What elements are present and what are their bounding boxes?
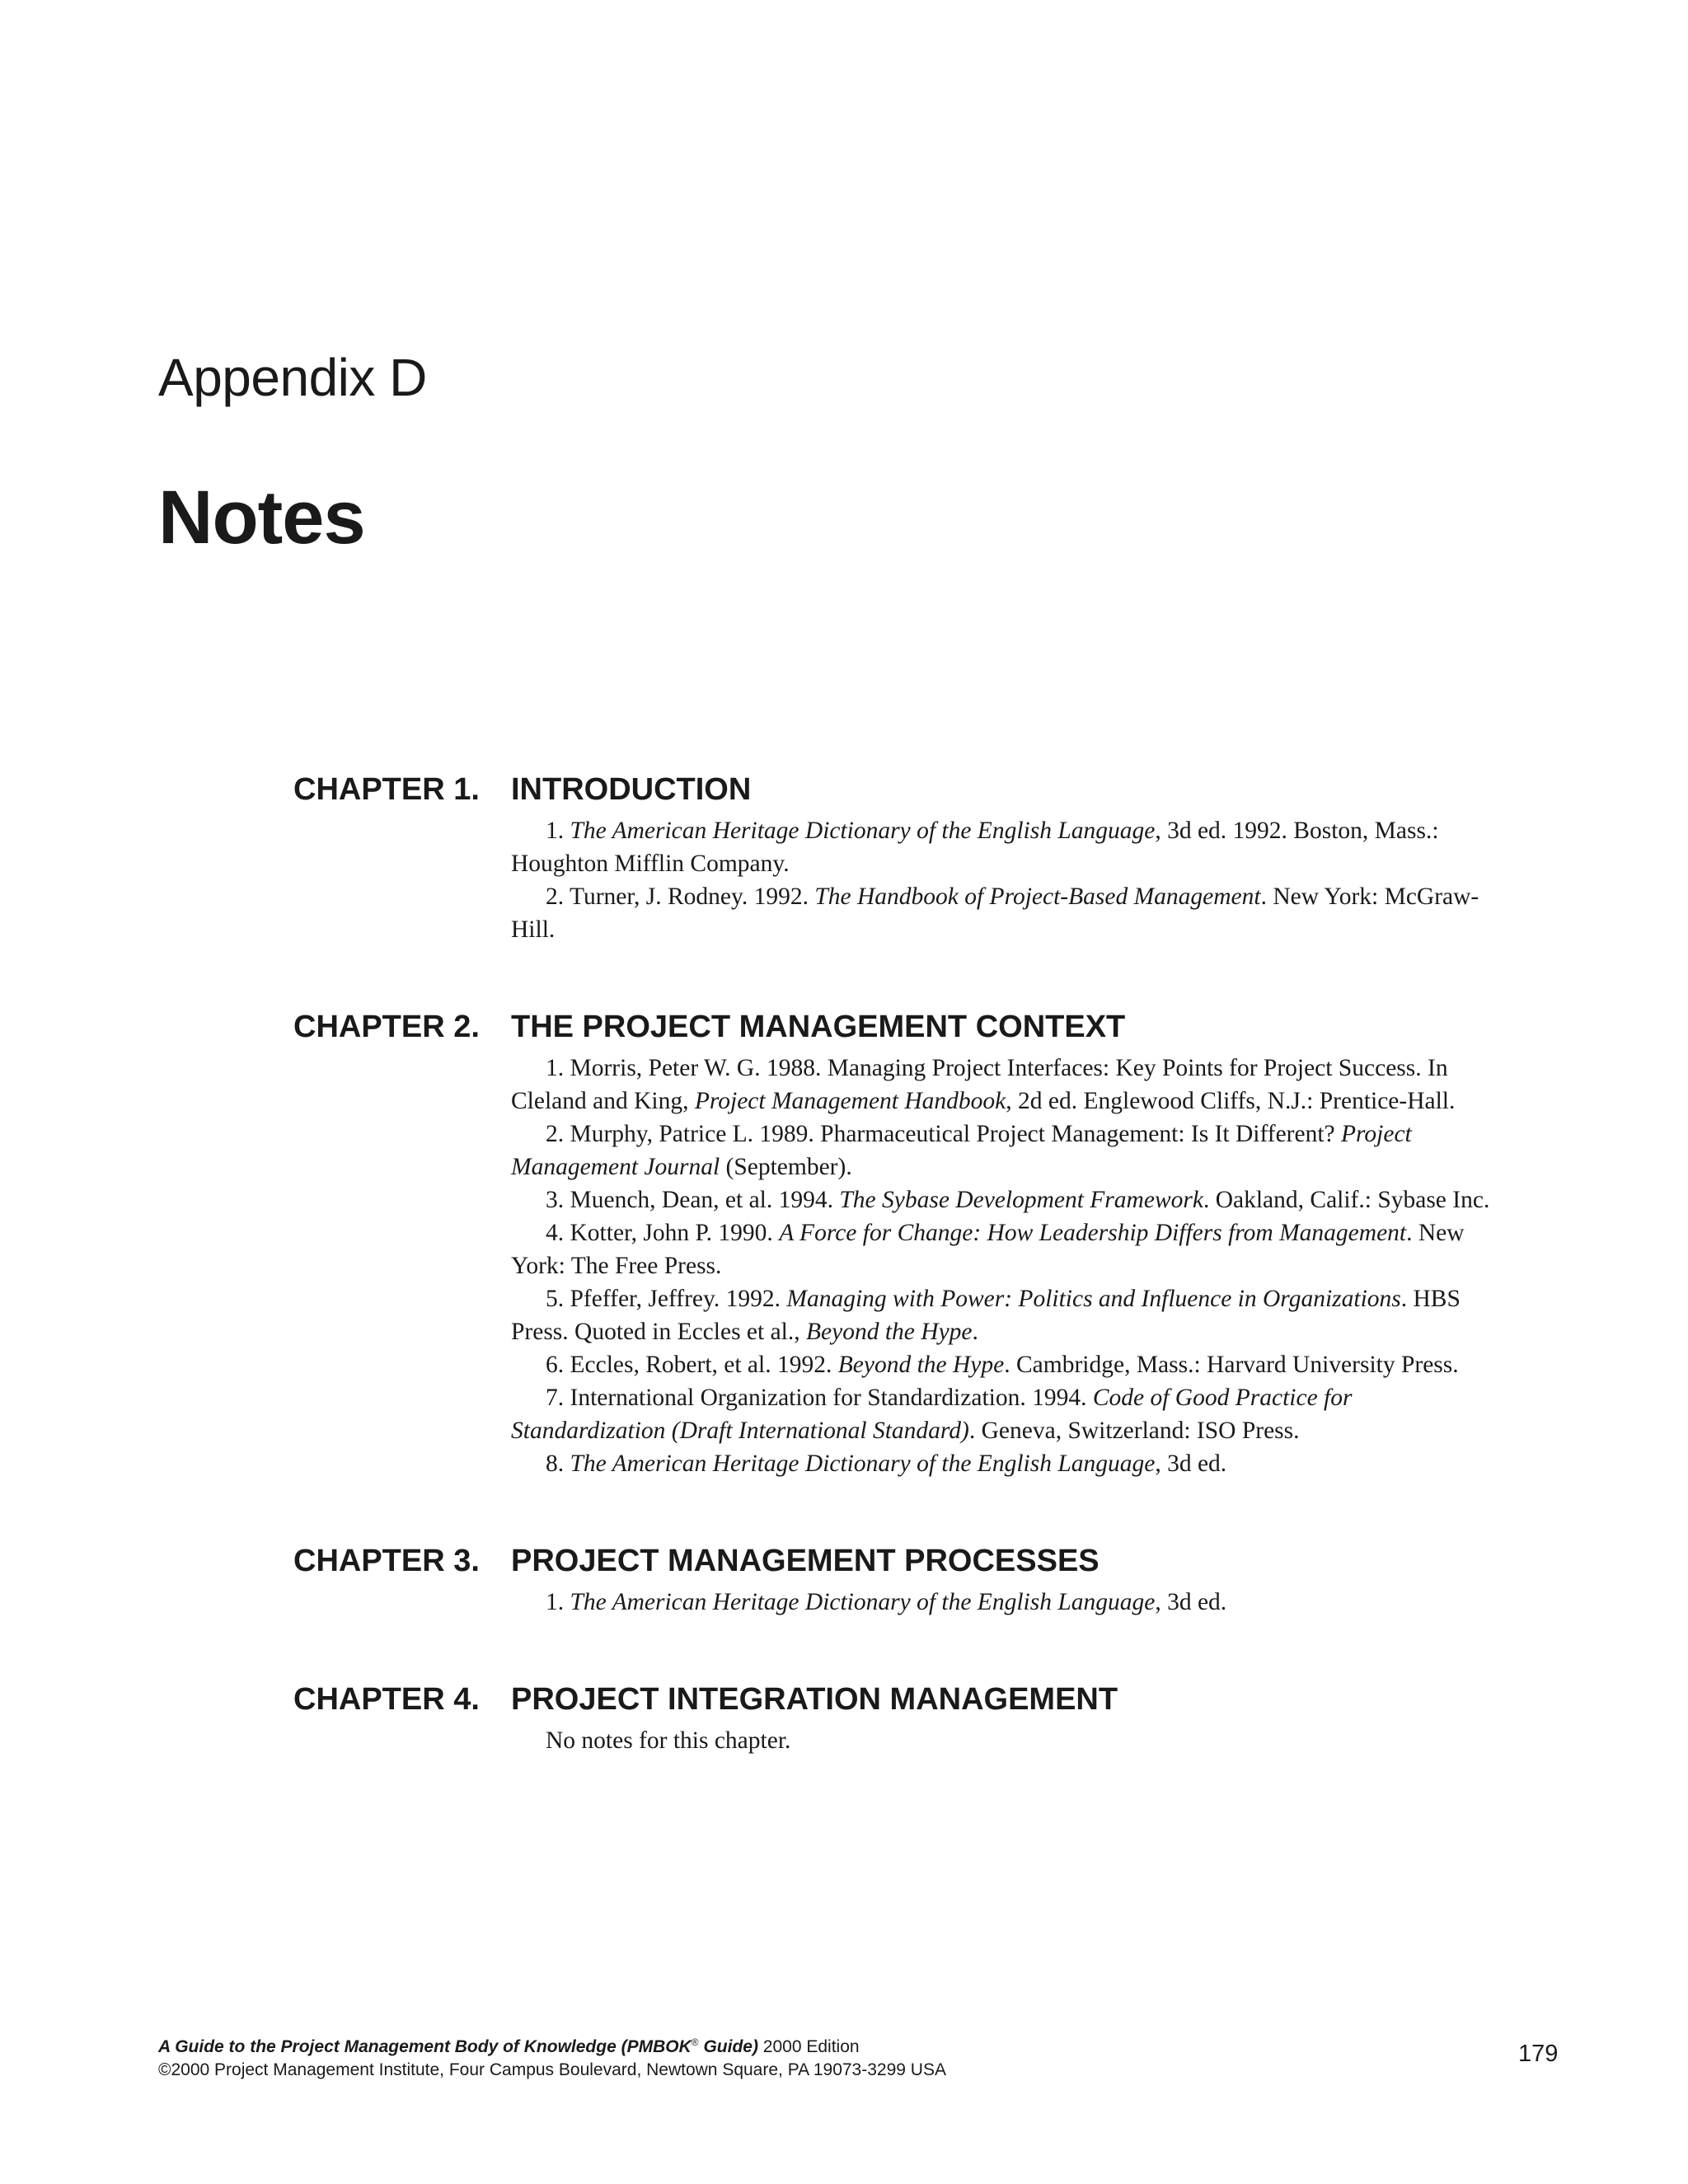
note-italic-title: The American Heritage Dictionary of the English Language bbox=[570, 1451, 1156, 1477]
chapter-3-section bbox=[293, 1538, 1489, 1619]
note-text: . Oakland, Calif.: Sybase Inc. bbox=[1203, 1187, 1490, 1213]
note-text: 3. Muench, Dean, et al. 1994. bbox=[546, 1187, 840, 1213]
note-item bbox=[511, 1381, 1492, 1447]
note-item bbox=[511, 1586, 1492, 1619]
note-italic-title: Project Management Journal bbox=[511, 1121, 1412, 1180]
page-title: Notes bbox=[158, 476, 365, 560]
note-item bbox=[511, 1724, 1492, 1757]
chapter-heading bbox=[293, 1004, 1489, 1050]
note-text: , 2d ed. Englewood Cliffs, N.J.: Prentice-Hall. bbox=[1006, 1088, 1456, 1114]
note-text: 5. Pfeffer, Jeffrey. 1992. bbox=[546, 1286, 787, 1312]
notes-list bbox=[511, 1052, 1492, 1480]
note-text: . HBS Press. Quoted in Eccles et al., bbox=[511, 1286, 1461, 1345]
note-item bbox=[511, 814, 1492, 880]
note-italic-title: Project Management Handbook bbox=[694, 1088, 1006, 1114]
chapter-heading bbox=[293, 766, 1489, 813]
note-text: 1. bbox=[546, 1589, 570, 1615]
note-italic-title: Beyond the Hype bbox=[806, 1319, 973, 1345]
note-text: , 3d ed. bbox=[1155, 1589, 1227, 1615]
note-italic-title: Code of Good Practice for Standardization (Draft International Standard) bbox=[511, 1385, 1353, 1444]
note-item bbox=[511, 1447, 1492, 1480]
note-text: . New York: The Free Press. bbox=[511, 1220, 1465, 1279]
note-text: 2. Turner, J. Rodney. 1992. bbox=[546, 883, 815, 910]
note-text: No notes for this chapter. bbox=[546, 1727, 791, 1754]
note-text: 4. Kotter, John P. 1990. bbox=[546, 1220, 780, 1246]
note-text: 1. Morris, Peter W. G. 1988. Managing Project Interfaces: Key Points for Project Success. In Cleland and King, bbox=[511, 1055, 1448, 1114]
footer-book-title: A Guide to the Project Management Body of Knowledge (PMBOK bbox=[158, 2037, 692, 2056]
notes-list bbox=[511, 814, 1492, 946]
chapter-number: CHAPTER 2. bbox=[293, 1010, 480, 1044]
notes-list bbox=[511, 1724, 1492, 1757]
chapter-2-section bbox=[293, 1004, 1489, 1480]
note-item bbox=[511, 1282, 1492, 1348]
appendix-label: Appendix D bbox=[158, 348, 427, 407]
note-item bbox=[511, 1052, 1492, 1118]
note-item bbox=[511, 1216, 1492, 1282]
note-text: 2. Murphy, Patrice L. 1989. Pharmaceutical Project Management: Is It Different? bbox=[546, 1121, 1342, 1147]
note-text: . Cambridge, Mass.: Harvard University Press. bbox=[1004, 1352, 1459, 1378]
note-item bbox=[511, 1118, 1492, 1183]
footer-edition: 2000 Edition bbox=[757, 2037, 860, 2056]
note-text: , 3d ed. bbox=[1155, 1451, 1227, 1477]
chapter-title: PROJECT MANAGEMENT PROCESSES bbox=[511, 1544, 1100, 1578]
note-italic-title: A Force for Change: How Leadership Differs from Management bbox=[779, 1220, 1407, 1246]
note-text: 1. bbox=[546, 818, 570, 844]
note-text: . bbox=[972, 1319, 978, 1345]
note-text: . Geneva, Switzerland: ISO Press. bbox=[968, 1418, 1300, 1444]
page-footer bbox=[158, 2036, 946, 2082]
note-text: . New York: McGraw-Hill. bbox=[511, 883, 1479, 943]
chapter-title: PROJECT INTEGRATION MANAGEMENT bbox=[511, 1682, 1118, 1717]
note-italic-title: The American Heritage Dictionary of the English Language bbox=[570, 1589, 1156, 1615]
note-italic-title: The Handbook of Project-Based Management bbox=[814, 883, 1261, 910]
chapter-number: CHAPTER 3. bbox=[293, 1544, 480, 1578]
note-italic-title: The American Heritage Dictionary of the English Language bbox=[570, 818, 1156, 844]
note-text: 6. Eccles, Robert, et al. 1992. bbox=[546, 1352, 838, 1378]
note-italic-title: Beyond the Hype bbox=[837, 1352, 1005, 1378]
chapter-notes-list bbox=[293, 766, 1489, 1815]
note-text: 8. bbox=[546, 1451, 570, 1477]
note-italic-title: The Sybase Development Framework bbox=[839, 1187, 1203, 1213]
chapter-4-section bbox=[293, 1676, 1489, 1757]
footer-book-title-end: Guide) bbox=[698, 2037, 758, 2056]
footer-book-line bbox=[158, 2036, 946, 2059]
note-item bbox=[511, 1183, 1492, 1216]
chapter-title: THE PROJECT MANAGEMENT CONTEXT bbox=[511, 1010, 1126, 1044]
registered-mark: ® bbox=[691, 2036, 699, 2048]
chapter-1-section bbox=[293, 766, 1489, 946]
note-item bbox=[511, 1348, 1492, 1381]
chapter-heading bbox=[293, 1538, 1489, 1584]
note-text: (September). bbox=[720, 1154, 852, 1180]
note-text: 7. International Organization for Standardization. 1994. bbox=[546, 1385, 1093, 1411]
note-italic-title: Managing with Power: Politics and Influence in Organizations bbox=[786, 1286, 1401, 1312]
footer-copyright: ©2000 Project Management Institute, Four Campus Boulevard, Newtown Square, PA 19073-3299 USA bbox=[158, 2060, 946, 2079]
chapter-number: CHAPTER 1. bbox=[293, 772, 480, 807]
note-text: , 3d ed. 1992. Boston, Mass.: Houghton Mifflin Company. bbox=[511, 818, 1439, 877]
note-item bbox=[511, 880, 1492, 946]
notes-list bbox=[511, 1586, 1492, 1619]
chapter-number: CHAPTER 4. bbox=[293, 1682, 480, 1717]
chapter-heading bbox=[293, 1676, 1489, 1722]
page-number: 179 bbox=[1518, 2041, 1559, 2067]
chapter-title: INTRODUCTION bbox=[511, 772, 752, 807]
